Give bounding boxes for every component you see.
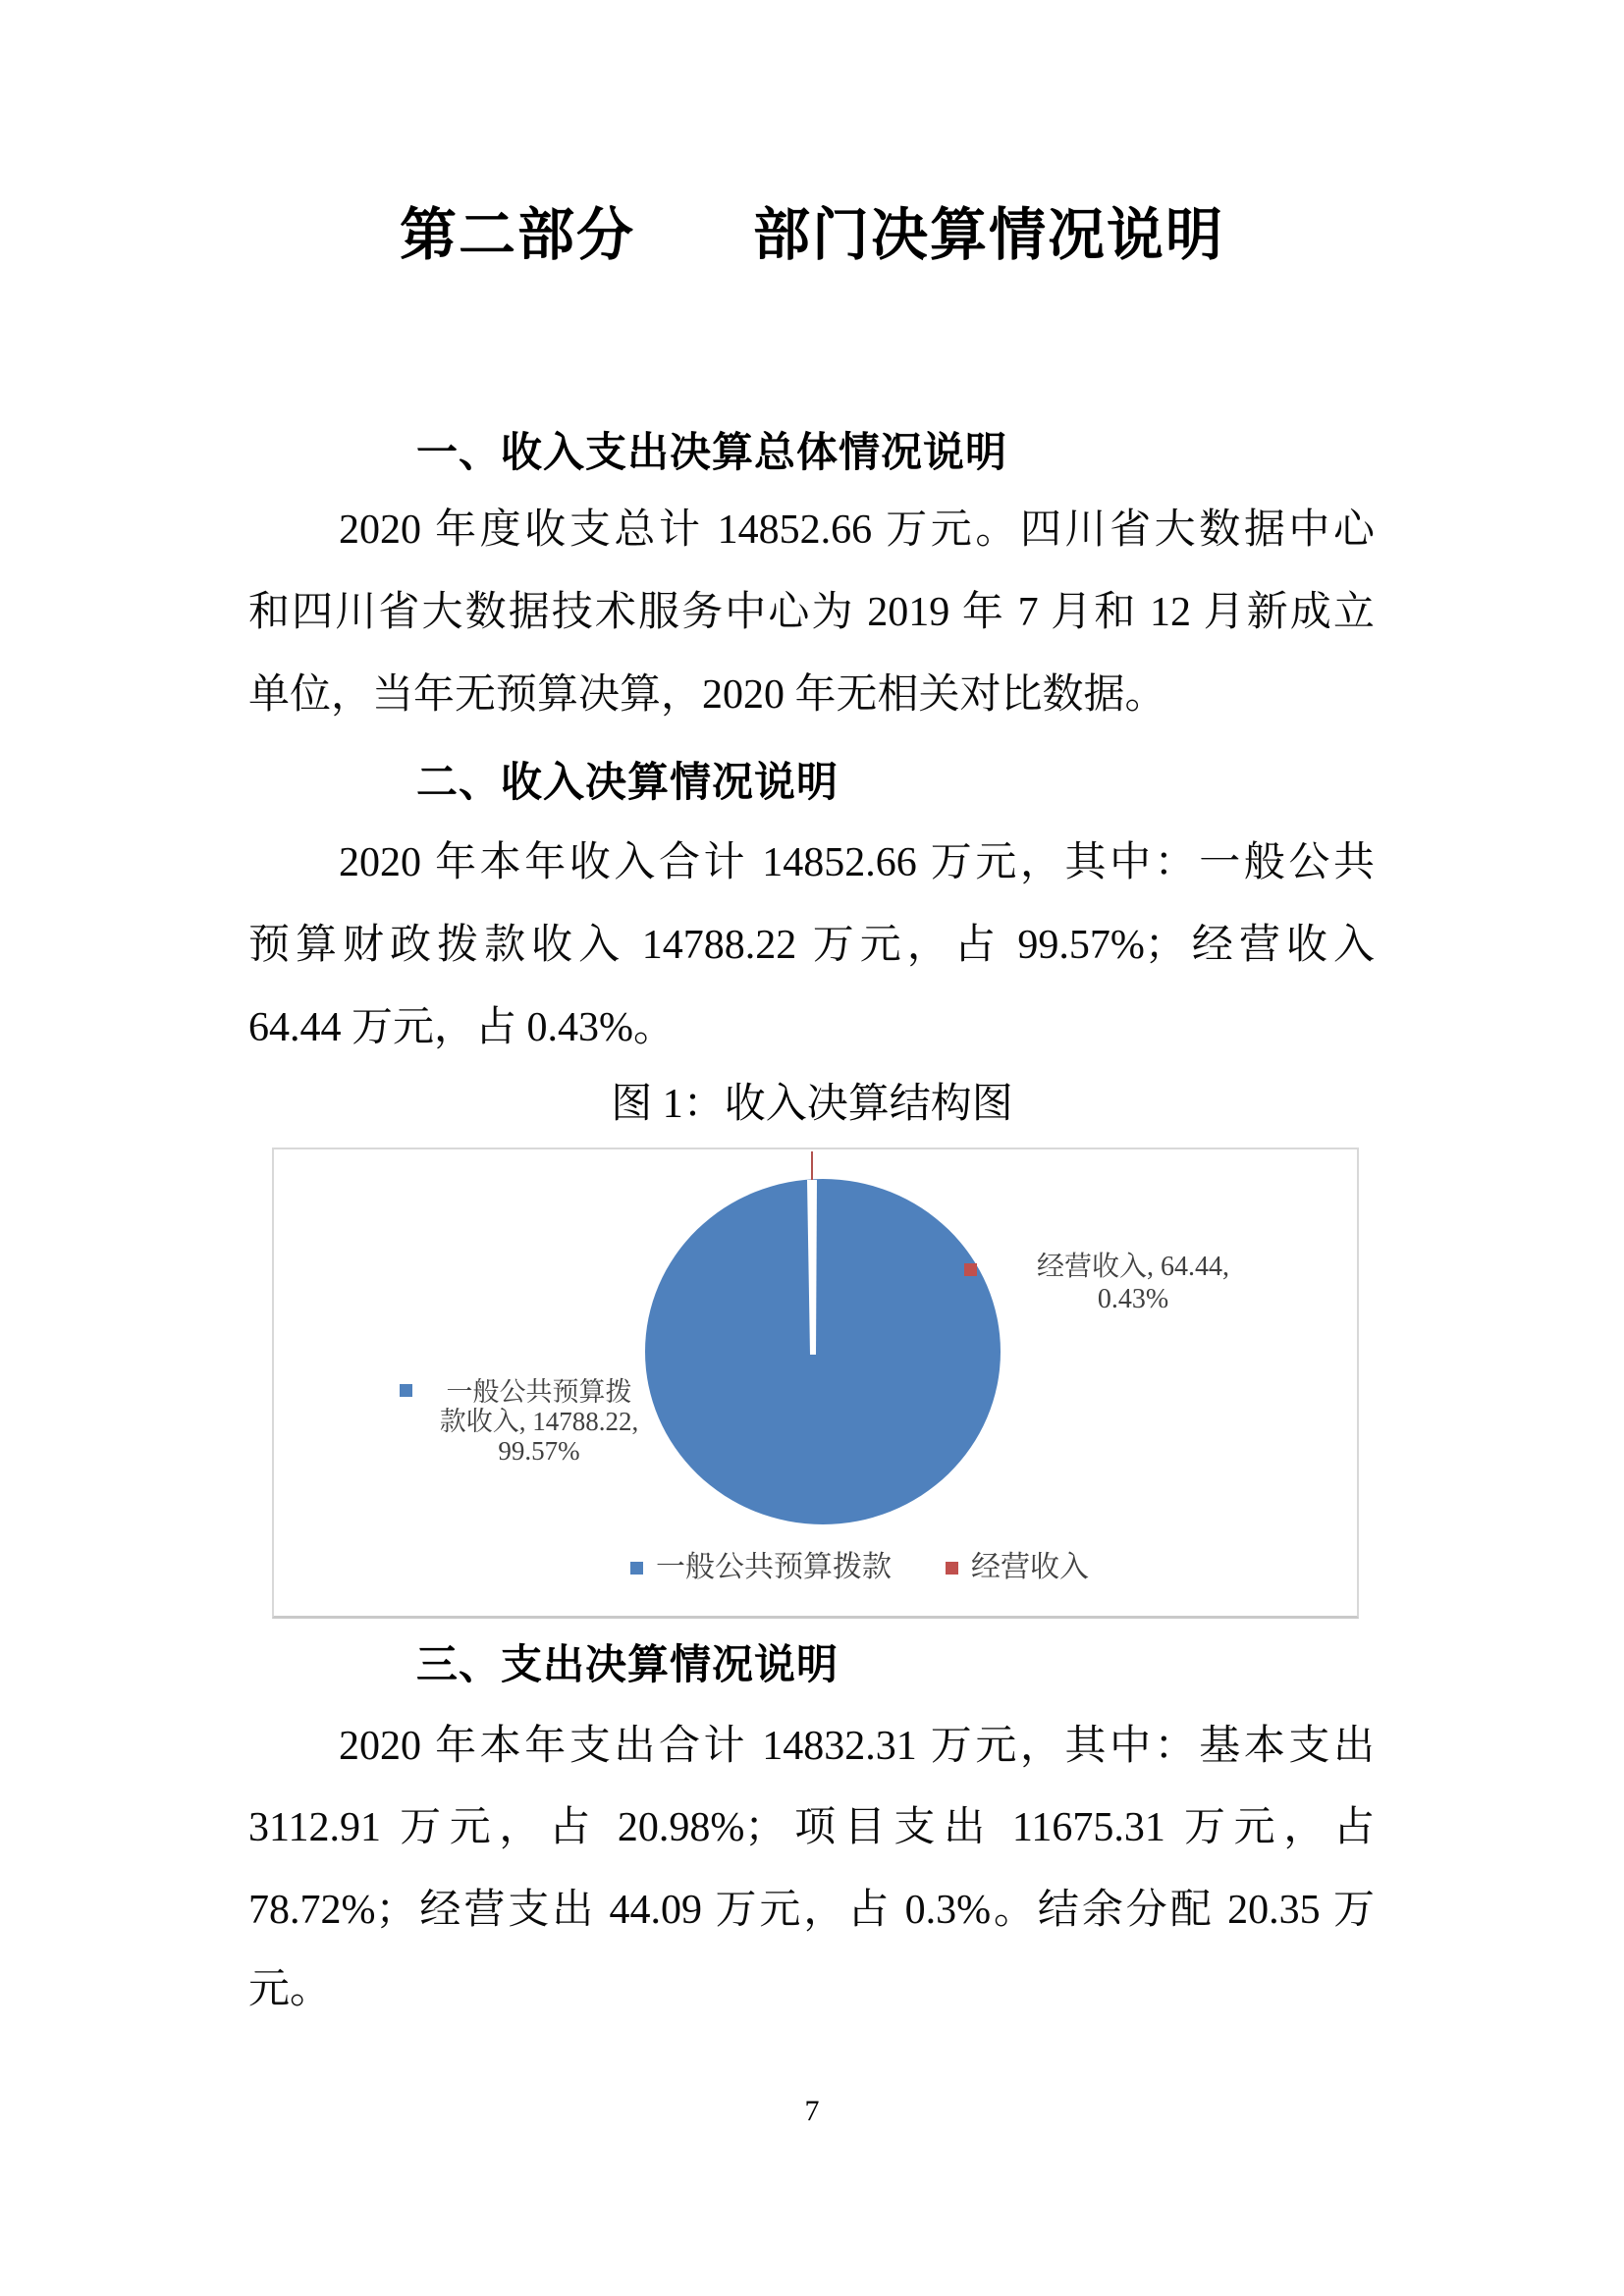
data-label-line: 一般公共预算拨 <box>446 1377 632 1407</box>
section-heading-2: 二、收入决算情况说明 <box>416 758 839 806</box>
income-structure-chart <box>272 1148 1359 1619</box>
legend-marker-blue <box>630 1562 643 1575</box>
section-heading-1: 一、收入支出决算总体情况说明 <box>416 428 1008 476</box>
paragraph-line: 64.44 万元，占 0.43%。 <box>248 1005 675 1050</box>
data-label-general-budget <box>411 1377 667 1466</box>
paragraph-line: 2020 年度收支总计 14852.66 万元。四川省大数据中心 <box>339 507 1375 553</box>
section-heading-3: 三、支出决算情况说明 <box>416 1640 839 1688</box>
figure-caption: 图 1：收入决算结构图 <box>611 1082 1013 1127</box>
data-label-operating-income <box>981 1251 1285 1315</box>
data-label-line: 经营收入, 64.44, <box>1036 1252 1229 1282</box>
legend-label: 一般公共预算拨款 <box>656 1551 892 1583</box>
pie-slice-general-budget <box>645 1179 1001 1524</box>
paragraph-line: 和四川省大数据技术服务中心为 2019 年 7 月和 12 月新成立 <box>248 590 1375 635</box>
chart-legend <box>318 1551 1401 1584</box>
legend-item-operating-income <box>946 1551 1089 1584</box>
paragraph-line: 预算财政拨款收入 14788.22 万元，占 99.57%；经营收入 <box>248 923 1375 968</box>
paragraph-line: 单位，当年无预算决算，2020 年无相关对比数据。 <box>248 672 1166 718</box>
legend-marker-red <box>946 1562 958 1575</box>
paragraph-line: 2020 年本年收入合计 14852.66 万元，其中：一般公共 <box>339 840 1375 885</box>
paragraph-line: 78.72%；经营支出 44.09 万元，占 0.3%。结余分配 20.35 万 <box>248 1888 1375 1933</box>
document-title: 第二部分 部门决算情况说明 <box>399 201 1224 268</box>
paragraph-line: 2020 年本年支出合计 14832.31 万元，其中：基本支出 <box>339 1724 1375 1769</box>
page-number: 7 <box>804 2095 820 2127</box>
legend-item-general-budget <box>630 1551 892 1584</box>
data-label-line: 0.43% <box>1097 1284 1169 1314</box>
paragraph-line: 元。 <box>248 1967 332 2012</box>
data-label-line: 款收入, 14788.22, <box>439 1407 639 1436</box>
legend-label: 经营收入 <box>971 1551 1089 1583</box>
data-label-line: 99.57% <box>498 1436 580 1466</box>
paragraph-line: 3112.91 万元，占 20.98%；项目支出 11675.31 万元，占 <box>248 1805 1375 1850</box>
data-label-marker-operating-income <box>964 1263 977 1276</box>
